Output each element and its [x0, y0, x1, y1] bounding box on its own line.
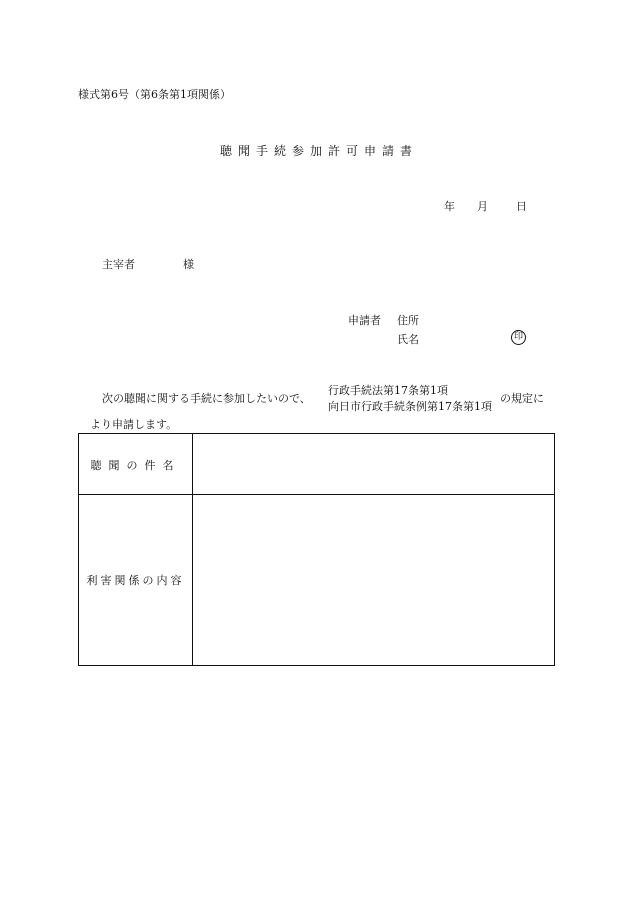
date-year: 年	[444, 200, 455, 213]
form-number: 様式第6号（第6条第1項関係）	[78, 88, 231, 101]
addressee-role: 主宰者	[102, 258, 135, 271]
interest-content-label: 利害関係の内容	[79, 495, 193, 665]
name-label: 氏名	[397, 333, 419, 346]
address-label: 住所	[397, 314, 419, 327]
page-title: 聴聞手続参加許可申請書	[220, 144, 419, 158]
case-name-label: 聴聞の件名	[79, 434, 193, 495]
application-table	[78, 433, 555, 666]
seal-mark: 印	[511, 330, 526, 345]
case-name-field[interactable]	[193, 434, 554, 495]
body-text-lead: 次の聴聞に関する手続に参加したいので、	[102, 392, 311, 405]
addressee	[102, 256, 194, 272]
addressee-honorific: 様	[183, 258, 194, 271]
interest-content-field[interactable]	[193, 495, 554, 665]
body-text-line2: より申請します。	[90, 418, 178, 431]
applicant-label: 申請者	[348, 314, 381, 327]
law-option-2: 向日市行政手続条例第17条第1項	[328, 400, 492, 413]
date-month: 月	[477, 200, 488, 213]
date-line	[444, 198, 527, 214]
law-option-1: 行政手続法第17条第1項	[328, 384, 448, 397]
body-text-tail: の規定に	[500, 392, 544, 405]
date-day: 日	[516, 200, 527, 213]
